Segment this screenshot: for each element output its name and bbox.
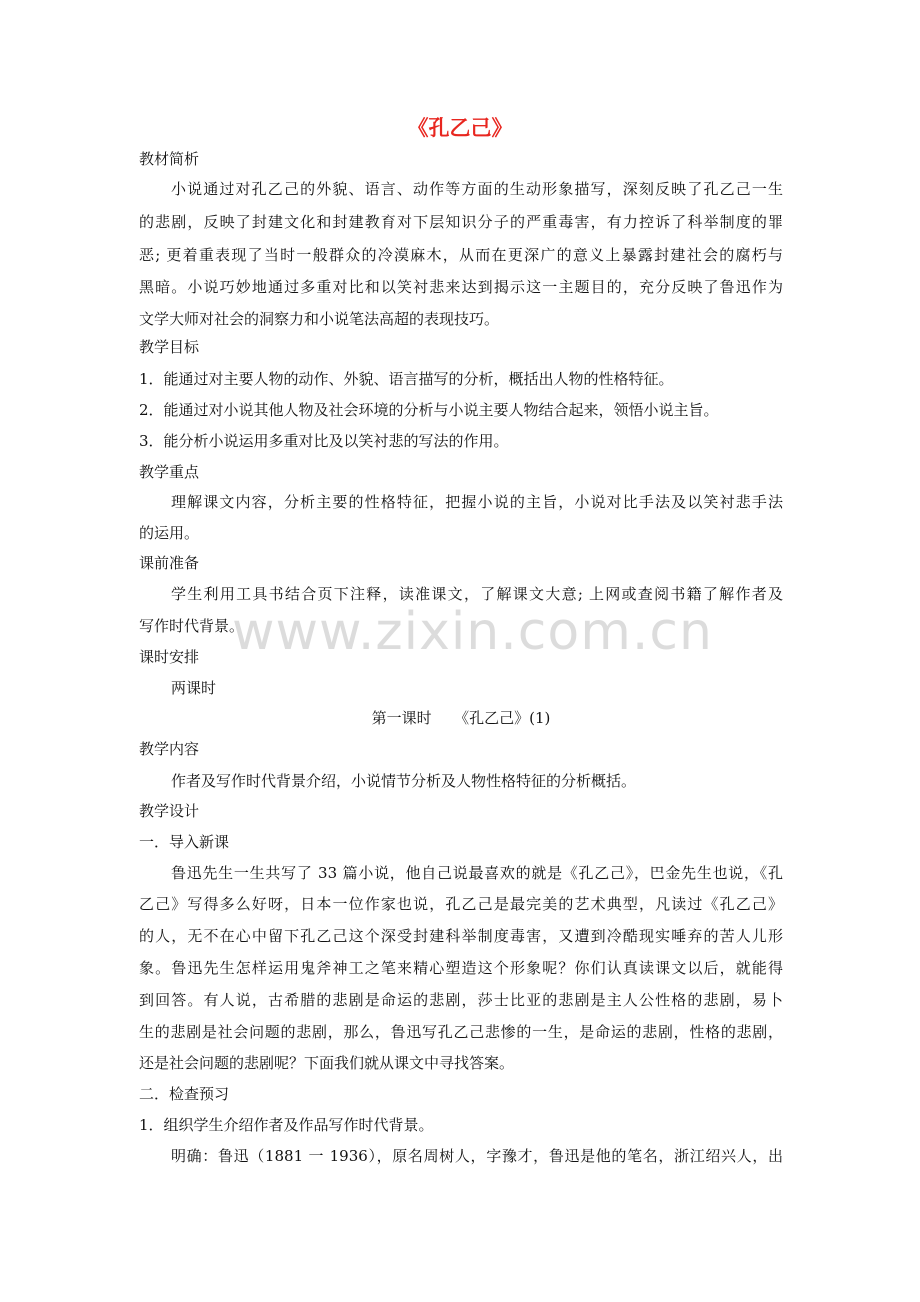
paragraph-line: 明确：鲁迅（1881 一 1936），原名周树人，字豫才，鲁迅是他的笔名，浙江绍兴人，出 [171,1147,783,1165]
section-heading: 课前准备 [139,554,200,572]
paragraph-line: 文学大师对社会的洞察力和小说笔法高超的表现技巧。 [139,310,500,328]
paragraph-line: 小说通过对孔乙己的外貌、语言、动作等方面的生动形象描写，深刻反映了孔乙己一生 [171,180,783,198]
section-heading: 课时安排 [139,648,200,666]
section-heading: 教材简析 [139,150,200,168]
paragraph-line: 的悲剧，反映了封建文化和封建教育对下层知识分子的严重毒害，有力控诉了科举制度的罪 [139,213,783,231]
paragraph-line: 到回答。有人说，古希腊的悲剧是命运的悲剧，莎士比亚的悲剧是主人公性格的悲剧，易卜 [139,991,783,1009]
section-heading: 教学设计 [139,802,200,820]
section-heading: 教学重点 [139,463,200,481]
paragraph-line: 乙己》写得多么好呀，日本一位作家也说，孔乙己是最完美的艺术典型，凡读过《孔乙己》 [139,895,783,913]
paragraph-line: 的运用。 [139,524,200,542]
list-item: 1．能通过对主要人物的动作、外貌、语言描写的分析，概括出人物的性格特征。 [139,370,674,388]
section-heading: 教学目标 [139,338,200,356]
subsection-heading: 一．导入新课 [139,833,230,851]
subsection-heading: 二．检查预习 [139,1085,230,1103]
document-title: 《孔乙己》 [407,116,513,140]
paragraph-line: 两课时 [171,679,217,697]
paragraph-line: 的人，无不在心中留下孔乙己这个深受封建科举制度毒害，又遭到冷酷现实唾弃的苦人儿形 [139,927,783,945]
watermark: www.zixin.com.cn [232,602,713,662]
list-item: 1．组织学生介绍作者及作品写作时代背景。 [139,1116,434,1134]
paragraph-line: 学生利用工具书结合页下注释，读准课文，了解课文大意; 上网或查阅书籍了解作者及 [171,585,783,603]
paragraph-line: 作者及写作时代背景介绍，小说情节分析及人物性格特征的分析概括。 [171,772,637,790]
list-item: 2．能通过对小说其他人物及社会环境的分析与小说主要人物结合起来，领悟小说主旨。 [139,401,719,419]
paragraph-line: 鲁迅先生一生共写了 33 篇小说，他自己说最喜欢的就是《孔乙己》，巴金先生也说，《孔 [171,864,783,882]
paragraph-line: 理解课文内容，分析主要的性格特征，把握小说的主旨，小说对比手法及以笑衬悲手法 [171,493,783,511]
paragraph-line: 写作时代背景。 [139,617,245,635]
paragraph-line: 还是社会问题的悲剧呢？下面我们就从课文中寻找答案。 [139,1054,515,1072]
section-heading: 教学内容 [139,740,200,758]
paragraph-line: 黑暗。小说巧妙地通过多重对比和以笑衬悲来达到揭示这一主题目的，充分反映了鲁迅作为 [139,278,783,296]
lesson-heading: 第一课时 《孔乙己》(1) [371,709,551,727]
paragraph-line: 象。鲁迅先生怎样运用鬼斧神工之笔来精心塑造这个形象呢？你们认真读课文以后，就能得 [139,959,783,977]
paragraph-line: 生的悲剧是社会问题的悲剧，那么，鲁迅写孔乙己悲惨的一生，是命运的悲剧，性格的悲剧， [139,1023,783,1041]
list-item: 3．能分析小说运用多重对比及以笑衬悲的写法的作用。 [139,432,509,450]
paragraph-line: 恶; 更着重表现了当时一般群众的冷漠麻木，从而在更深广的意义上暴露封建社会的腐朽与 [139,246,783,264]
